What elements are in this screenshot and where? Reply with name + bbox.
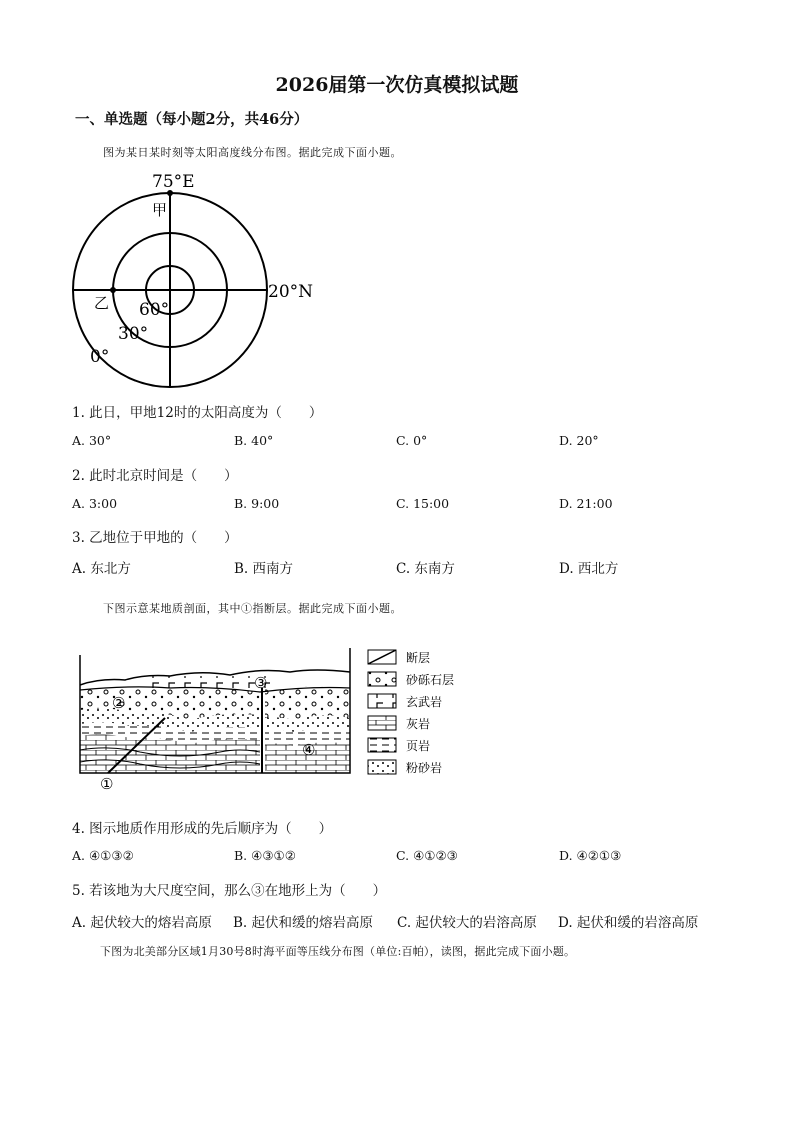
- sun-altitude-diagram: [60, 165, 330, 400]
- question-3-option-b[interactable]: B. 西南方: [234, 561, 294, 577]
- question-4-option-d[interactable]: D. ④②①③: [559, 848, 622, 863]
- basalt-layer: [150, 676, 270, 688]
- ring-0-label: 0°: [90, 347, 110, 367]
- question-5-option-b[interactable]: B. 起伏和缓的熔岩高原: [233, 915, 374, 931]
- question-2-option-a[interactable]: A. 3:00: [72, 496, 118, 511]
- point-jia-label: 甲: [152, 201, 168, 219]
- intro-text-2: 下图示意某地质剖面，其中①指断层。据此完成下面小题。: [103, 602, 402, 615]
- ring-30-label: 30°: [118, 324, 149, 344]
- question-3-option-a[interactable]: A. 东北方: [72, 561, 131, 577]
- intro-text-1: 图为某日某时刻等太阳高度线分布图。据此完成下面小题。: [103, 146, 402, 159]
- question-1-option-c[interactable]: C. 0°: [396, 433, 428, 448]
- geological-section-diagram: [70, 640, 470, 800]
- marker-3: ③: [254, 674, 268, 692]
- question-1-stem: 1. 此日，甲地12时的太阳高度为（ ）: [72, 405, 323, 421]
- legend-swatch-silt: [368, 760, 396, 774]
- legend-label-shale: 页岩: [406, 739, 431, 753]
- question-2-option-c[interactable]: C. 15:00: [396, 496, 450, 511]
- legend-label-fault: 断层: [406, 651, 431, 665]
- point-yi-label: 乙: [94, 294, 110, 312]
- legend-label-basalt: 玄武岩: [406, 695, 443, 709]
- legend-swatch-shale: [368, 738, 396, 752]
- question-1-option-a[interactable]: A. 30°: [72, 433, 112, 448]
- question-4-option-b[interactable]: B. ④③①②: [234, 848, 296, 863]
- marker-4: ④: [302, 741, 316, 759]
- marker-2: ②: [112, 694, 126, 712]
- section-heading: 一、单选题（每小题2分，共46分）: [75, 111, 309, 128]
- point-yi-marker: [110, 287, 116, 293]
- question-3-option-c[interactable]: C. 东南方: [396, 561, 455, 577]
- question-4-option-c[interactable]: C. ④①②③: [396, 848, 458, 863]
- question-2-stem: 2. 此时北京时间是（ ）: [72, 468, 238, 484]
- limestone-layer-left: [80, 734, 260, 773]
- question-5-option-a[interactable]: A. 起伏较大的熔岩高原: [72, 915, 212, 931]
- legend-label-gravel: 砂砾石层: [406, 673, 455, 687]
- question-4-stem: 4. 图示地质作用形成的先后顺序为（ ）: [72, 821, 333, 837]
- question-5-option-c[interactable]: C. 起伏较大的岩溶高原: [397, 915, 537, 931]
- intro-text-3: 下图为北美部分区域1月30号8时海平面等压线分布图（单位:百帕），读图，据此完成下面小题。: [100, 945, 576, 958]
- question-3-option-d[interactable]: D. 西北方: [559, 561, 619, 577]
- question-5-option-d[interactable]: D. 起伏和缓的岩溶高原: [558, 915, 699, 931]
- ring-60-label: 60°: [139, 300, 170, 320]
- latitude-label: 20°N: [268, 282, 314, 302]
- legend-swatch-limestone: [368, 716, 396, 730]
- legend-label-silt: 粉砂岩: [406, 761, 443, 775]
- marker-1: ①: [100, 775, 114, 793]
- question-2-option-d[interactable]: D. 21:00: [559, 496, 613, 511]
- page-title: 2026届第一次仿真模拟试题: [275, 74, 519, 96]
- legend-label-limestone: 灰岩: [406, 717, 431, 731]
- legend-swatch-gravel: [368, 672, 396, 686]
- question-4-option-a[interactable]: A. ④①③②: [72, 848, 134, 863]
- legend-swatch-basalt: [368, 694, 396, 708]
- question-5-stem: 5. 若该地为大尺度空间，那么③在地形上为（ ）: [72, 883, 387, 899]
- gravel-layer-right: [265, 686, 350, 720]
- question-3-stem: 3. 乙地位于甲地的（ ）: [72, 530, 238, 546]
- longitude-label: 75°E: [152, 172, 195, 192]
- question-2-option-b[interactable]: B. 9:00: [234, 496, 280, 511]
- question-1-option-d[interactable]: D. 20°: [559, 433, 599, 448]
- question-1-option-b[interactable]: B. 40°: [234, 433, 274, 448]
